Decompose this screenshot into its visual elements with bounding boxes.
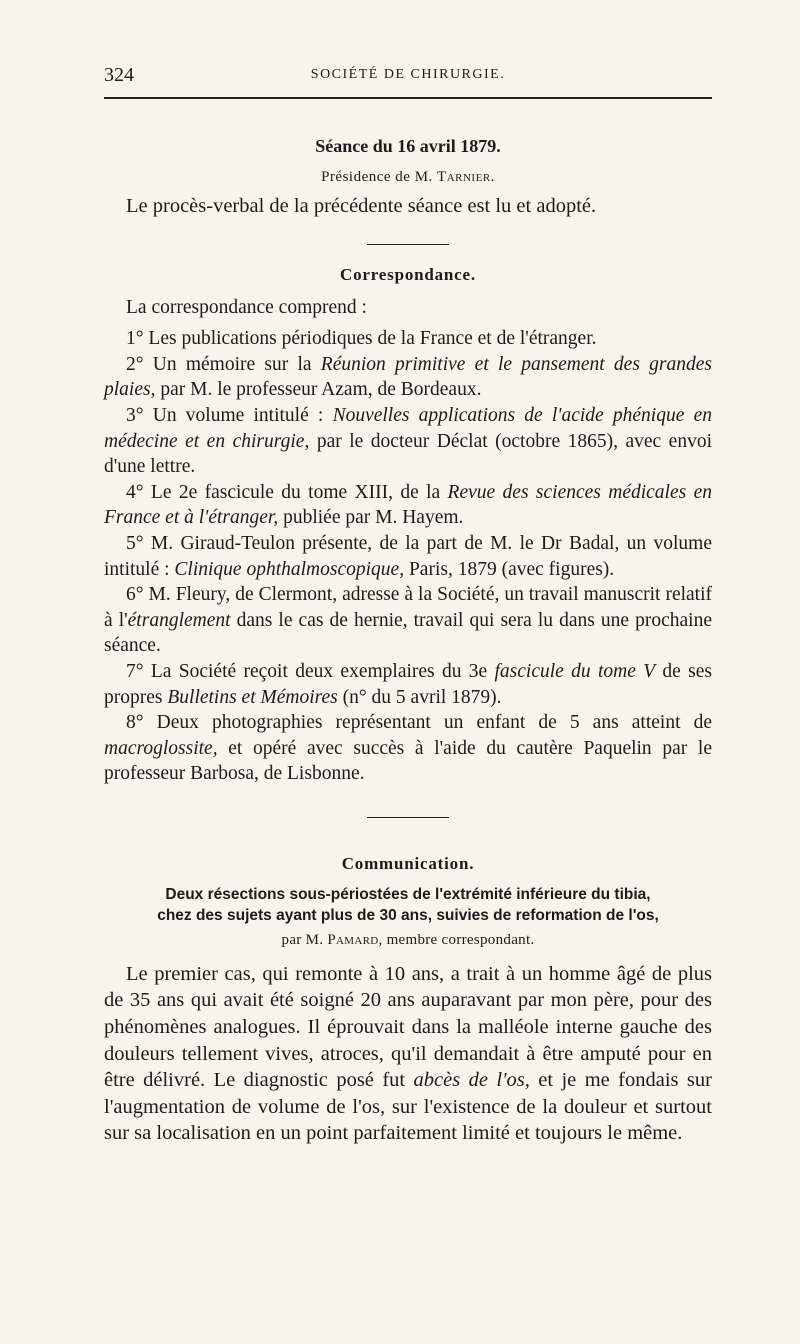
communication-paragraph	[104, 961, 712, 1147]
italic-run: Revue des sciences médicales en France et à l'étranger,	[104, 481, 712, 529]
text-run: Le premier cas, qui remonte à 10 ans, a trait à un homme âgé de plus de 35 ans qui avait été soigné 20 ans auparavant par mon père, pour des phénomènes analogues. Il éprouvait dans la malléole interne gauche des douleurs tellement vives, atroces, qu'il demandait à être amputé pour en être délivré. Le diagnostic posé fut	[104, 962, 712, 1092]
correspondance-item	[104, 531, 712, 582]
correspondance-item	[104, 710, 712, 787]
running-title: SOCIÉTÉ DE CHIRURGIE.	[310, 67, 506, 82]
italic-run: abcès de l'os,	[413, 1069, 530, 1092]
section-divider	[367, 244, 449, 245]
communication-author	[104, 932, 712, 949]
president-name: Tarnier.	[437, 169, 495, 185]
seance-title: Séance du 16 avril 1879.	[315, 136, 501, 156]
author-prefix: par M.	[281, 931, 328, 948]
italic-run: Nouvelles applications de l'acide phénique en médecine et en chirurgie,	[104, 404, 712, 452]
text-run: par le docteur Déclat (octobre 1865), avec envoi d'une lettre.	[104, 430, 713, 478]
text-run: de ses propres	[104, 660, 712, 708]
page-body	[104, 130, 712, 1147]
correspondance-item	[104, 352, 712, 403]
correspondance-item	[104, 582, 712, 659]
author-suffix: membre correspondant.	[382, 931, 535, 948]
italic-run: Clinique ophthalmoscopique,	[174, 558, 405, 580]
text-run: 5° M. Giraud-Teulon présente, de la part de M. le Dr Badal, un volume intitulé :	[104, 532, 712, 580]
communication-title	[104, 884, 712, 926]
text-run: par M. le professeur Azam, de Bordeaux.	[155, 379, 482, 401]
italic-run: étranglement	[127, 609, 231, 631]
correspondance-item	[104, 480, 712, 531]
author-name: Pamard,	[327, 931, 383, 948]
text-run: et je me fondais sur l'augmentation de volume de l'os, sur l'existence de la douleur et surtout sur sa localisation en un point parfaitement limité et toujours le même.	[104, 1069, 712, 1145]
text-run: 8° Deux photographies représentant un enfant de 5 ans atteint de	[126, 712, 712, 734]
presidence-prefix: Présidence de M.	[321, 169, 438, 185]
correspondance-item	[104, 326, 712, 352]
communication-heading: Communication.	[341, 853, 475, 873]
presidence-line	[104, 169, 712, 186]
text-run: 3° Un volume intitulé :	[126, 404, 333, 426]
text-run: 7° La Société reçoit deux exemplaires du 3e	[126, 660, 495, 682]
correspondance-list	[104, 326, 712, 787]
text-run: 1° Les publications périodiques de la France et de l'étranger.	[126, 328, 597, 350]
correspondance-intro: La correspondance comprend :	[126, 296, 367, 318]
correspondance-item	[104, 403, 712, 480]
text-run: dans le cas de hernie, travail qui sera lu dans une prochaine séance.	[104, 609, 713, 657]
communication-title-line: Deux résections sous-périostées de l'extrémité inférieure du tibia,	[165, 885, 651, 903]
correspondance-item	[104, 659, 712, 710]
text-run: publiée par M. Hayem.	[278, 507, 464, 529]
communication-body	[104, 961, 712, 1147]
italic-run: macroglossite,	[104, 737, 218, 759]
page-number: 324	[104, 64, 134, 86]
italic-run: Réunion primitive et le pansement des grandes plaies,	[104, 353, 712, 401]
text-run: (n° du 5 avril 1879).	[337, 686, 502, 708]
section-divider	[367, 817, 449, 818]
page-header	[104, 60, 712, 90]
opening-line: Le procès-verbal de la précédente séance est lu et adopté.	[126, 195, 597, 217]
text-run: 6° M. Fleury, de Clermont, adresse à la Société, un travail manuscrit relatif à l'	[104, 584, 712, 631]
text-run: 2° Un mémoire sur la	[126, 353, 321, 375]
communication-title-line: chez des sujets ayant plus de 30 ans, suivies de reformation de l'os,	[157, 906, 659, 924]
italic-run: Bulletins et Mémoires	[167, 686, 338, 708]
text-run: Paris, 1879 (avec figures).	[404, 558, 615, 580]
italic-run: fascicule du tome V	[494, 660, 656, 682]
text-run: 4° Le 2e fascicule du tome XIII, de la	[126, 481, 448, 503]
header-rule	[104, 97, 712, 99]
correspondance-heading: Correspondance.	[340, 264, 476, 284]
text-run: et opéré avec succès à l'aide du cautère Paquelin par le professeur Barbosa, de Lisbonne.	[104, 737, 712, 785]
